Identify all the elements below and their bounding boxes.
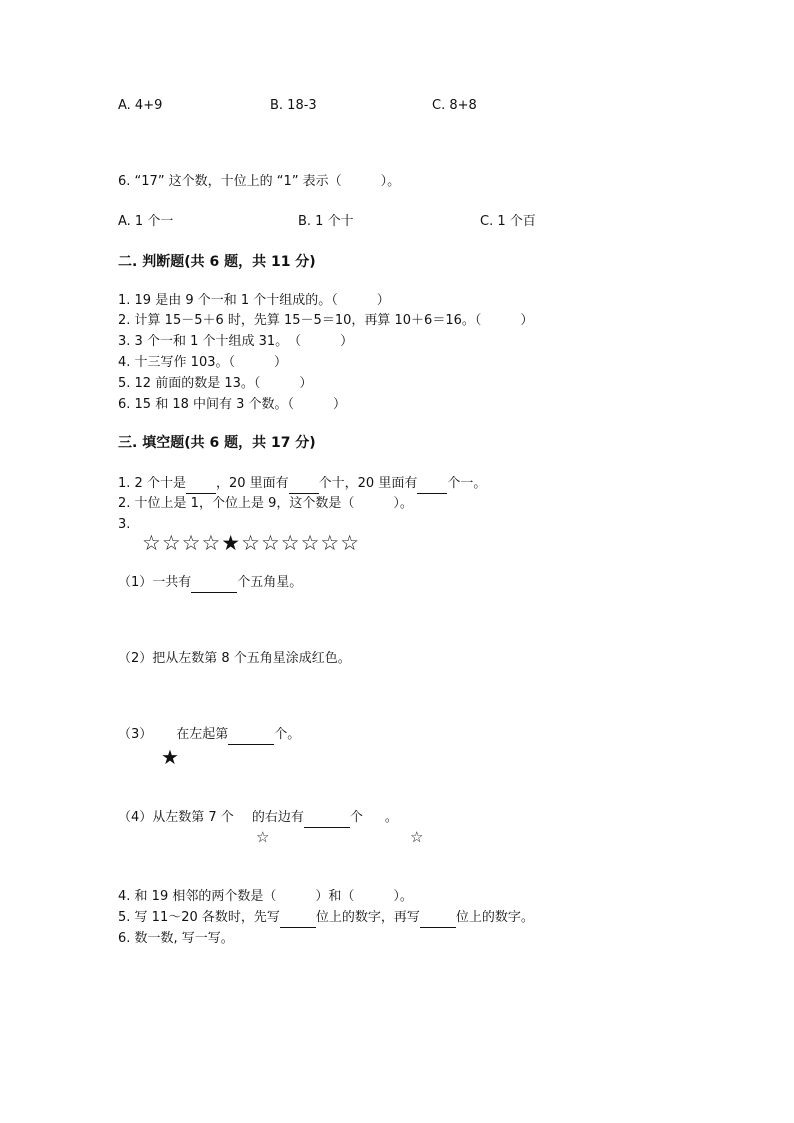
fill-q6: 6. 数一数, 写一写。 xyxy=(118,931,234,946)
fill-q4: 4. 和 19 相邻的两个数是（ ）和（ ）。 xyxy=(118,889,413,904)
white-star-icon: ☆ xyxy=(410,828,424,846)
judge-item-3: 3. 3 个一和 1 个十组成 31。 （ ） xyxy=(118,334,354,349)
fill-blank[interactable] xyxy=(191,592,237,593)
fill-q3-sub4: （4）从左数第 7 个 的右边有 个 。 xyxy=(118,808,398,828)
white-star-icon: ☆ xyxy=(256,828,270,846)
judge-item-2: 2. 计算 15－5＋6 时，先算 15－5＝10，再算 10＋6＝16。（ ） xyxy=(118,313,534,328)
fill-q5: 5. 写 11～20 各数时，先写 位上的数字，再写 位上的数字。 xyxy=(118,908,534,928)
fill-q1: 1. 2 个十是 ，20 里面有 个十，20 里面有 个一。 xyxy=(118,474,486,494)
fill-q3-sub3: （3） 在左起第 个。 xyxy=(118,725,300,745)
fill-q3-label: 3. xyxy=(118,517,131,532)
section2-title: 二. 判断题(共 6 题，共 11 分) xyxy=(118,254,316,270)
q5-option-c: C. 8+8 xyxy=(432,98,477,113)
fill-blank[interactable] xyxy=(304,827,350,828)
fill-blank[interactable] xyxy=(280,927,316,928)
judge-item-5: 5. 12 前面的数是 13。（ ） xyxy=(118,376,313,391)
fill-blank[interactable] xyxy=(420,927,456,928)
section3-title: 三. 填空题(共 6 题，共 17 分) xyxy=(118,435,316,451)
judge-item-1: 1. 19 是由 9 个一和 1 个十组成的。（ ） xyxy=(118,293,390,308)
fill-q3-sub2: （2）把从左数第 8 个五角星涂成红色。 xyxy=(118,651,351,666)
fill-q2: 2. 十位上是 1，个位上是 9，这个数是（ ）。 xyxy=(118,496,413,511)
q5-option-a: A. 4+9 xyxy=(118,98,163,113)
q6-option-b: B. 1 个十 xyxy=(298,214,354,229)
black-star-icon: ★ xyxy=(161,745,179,769)
q6-option-c: C. 1 个百 xyxy=(480,214,536,229)
fill-blank[interactable] xyxy=(228,744,274,745)
fill-blank[interactable] xyxy=(417,493,447,494)
q5-option-b: B. 18-3 xyxy=(270,98,317,113)
q6-question: 6. “17” 这个数，十位上的 “1” 表示（ ）。 xyxy=(118,174,401,189)
star-row: ☆☆☆☆★☆☆☆☆☆☆ xyxy=(142,531,361,555)
fill-q3-sub1: （1）一共有 个五角星。 xyxy=(118,573,302,593)
judge-item-6: 6. 15 和 18 中间有 3 个数。（ ） xyxy=(118,397,347,412)
q6-option-a: A. 1 个一 xyxy=(118,214,174,229)
judge-item-4: 4. 十三写作 103。（ ） xyxy=(118,355,287,370)
